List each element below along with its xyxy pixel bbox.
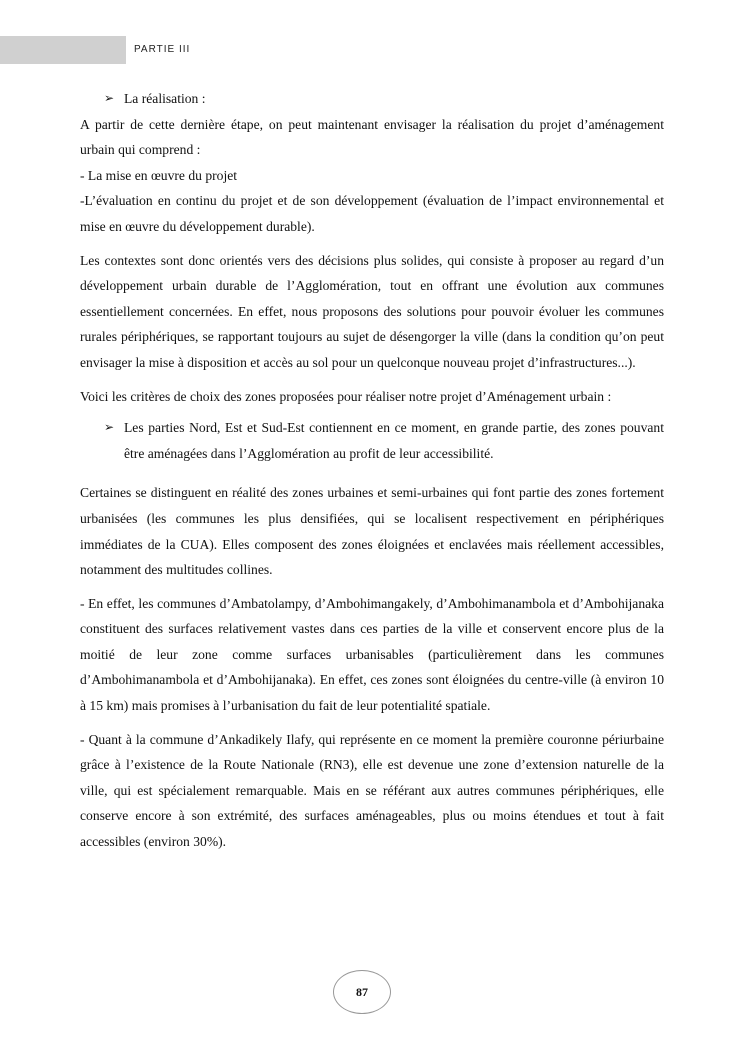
bullet-item xyxy=(80,415,664,466)
paragraph: Certaines se distinguent en réalité des zones urbaines et semi-urbaines qui font partie des zones fortement urbanisées (les communes les plus densifiées, qui se localisent respectivement en périphériques immédiates de la CUA). Elles composent des zones éloignées et enclavées mais réellement accessibles, notamment des multitudes collines. xyxy=(80,485,664,578)
header-bar xyxy=(0,36,126,64)
paragraph: - Quant à la commune d’Ankadikely Ilafy, qui représente en ce moment la première couronne périurbaine grâce à l’existence de la Route Nationale (RN3), elle est devenue une zone d’extension naturelle de la ville, qui est spécialement remarquable. Mais en se référant aux autres communes périphériques, elle conserve encore à son extrémité, des surfaces aménageables, plus ou moins étendues et tout à fait accessibles (environ 30%). xyxy=(80,731,664,850)
page-content xyxy=(80,86,664,855)
bullet-text: Les parties Nord, Est et Sud-Est contiennent en ce moment, en grande partie, des zones pouvant être aménagées dans l’Agglomération au profit de leur accessibilité. xyxy=(124,420,664,461)
paragraph: Voici les critères de choix des zones proposées pour réaliser notre projet d’Aménagement urbain : xyxy=(80,388,612,404)
list-item: - La mise en œuvre du projet xyxy=(80,167,238,183)
list-item: -L’évaluation en continu du projet et de son développement (évaluation de l’impact environnemental et mise en œuvre du développement durable). xyxy=(80,193,664,234)
section-heading xyxy=(80,86,664,112)
section-title: La réalisation : xyxy=(124,91,206,106)
header-label: PARTIE III xyxy=(134,44,191,55)
page-number: 87 xyxy=(333,970,391,1014)
arrow-bullet-icon: ➢ xyxy=(104,91,115,105)
paragraph: - En effet, les communes d’Ambatolampy, d’Ambohimangakely, d’Ambohimanambola et d’Ambohijanaka constituent des surfaces relativement vastes dans ces parties de la ville et conservent encore plus de la moitié de leur zone comme surfaces urbanisables (particulièrement dans les communes d’Ambohimanambola et d’Ambohijanaka). En effet, ces zones sont éloignées du centre-ville (à environ 10 à 15 km) mais promises à l’urbanisation du fait de leur potentialité spatiale. xyxy=(80,595,664,714)
paragraph-intro: A partir de cette dernière étape, on peut maintenant envisager la réalisation du projet d’aménagement urbain qui comprend : xyxy=(80,116,664,158)
paragraph: Les contextes sont donc orientés vers des décisions plus solides, qui consiste à proposer au regard d’un développement urbain durable de l’Agglomération, tout en offrant une évolution aux communes essentiellement concernées. En effet, nous proposons des solutions pour pouvoir évoluer les communes rurales périphériques, se rapportant toujours au sujet de désengorger la ville (dans la condition qu’on peut envisager la mise à disposition et accès au sol pour un quelconque nouveau projet d’infrastructures...). xyxy=(80,252,664,370)
arrow-bullet-icon: ➢ xyxy=(104,420,115,435)
